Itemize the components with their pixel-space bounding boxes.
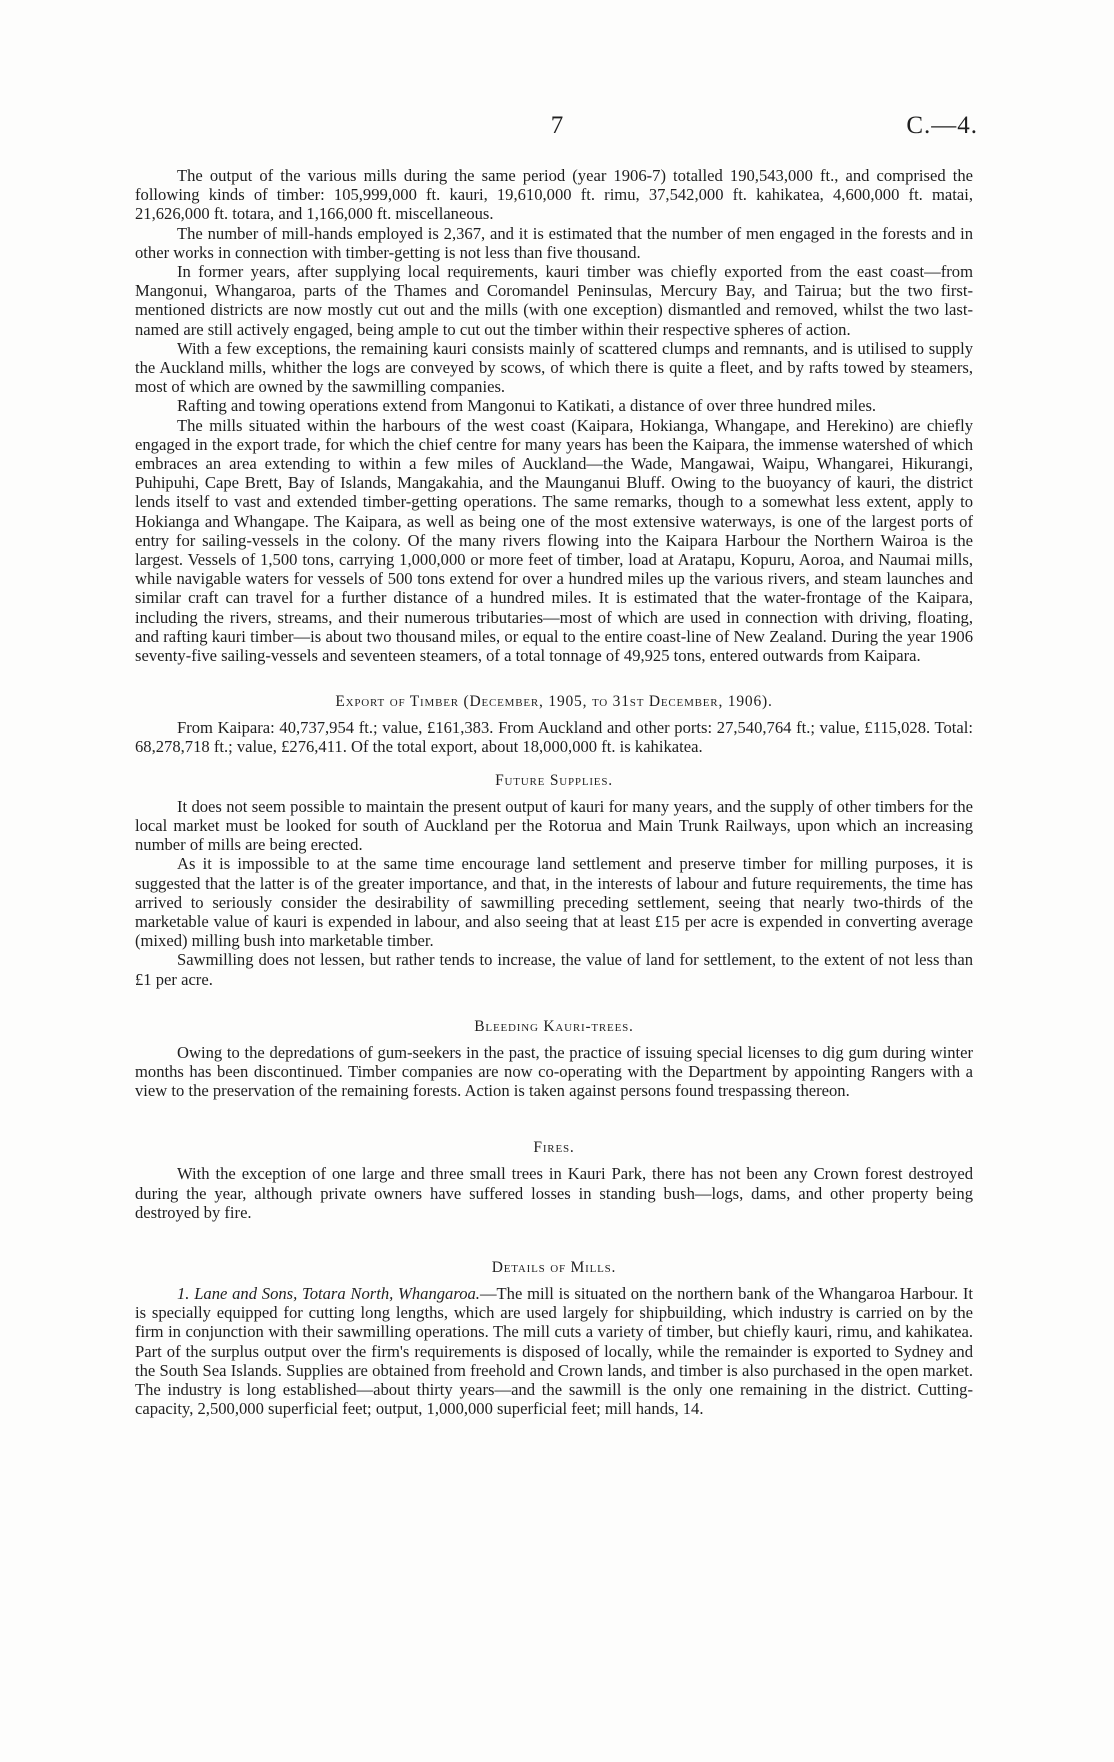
heading-export-of-timber: Export of Timber (December, 1905, to 31st December, 1906). — [335, 693, 773, 711]
paragraph-rafting: Rafting and towing operations extend from Mangonui to Katikati, a distance of over three hundred miles. — [177, 396, 877, 416]
paragraph-remaining-kauri: With a few exceptions, the remaining kauri consists mainly of scattered clumps and remnants, and is utilised to supply the Auckland mills, whither the logs are conveyed by scows, of which there is quite a fleet, and by rafts towed by steamers, most of which are owned by the sawmilling companies. — [135, 338, 973, 397]
heading-details-of-mills: Details of Mills. — [491, 1258, 617, 1276]
paragraph-mill-detail-1 — [135, 1284, 973, 1418]
paragraph-export-figures: From Kaipara: 40,737,954 ft.; value, £161,383. From Auckland and other ports: 27,540,764 ft.; value, £115,028. Total: 68,278,718 ft.; value, £276,411. Of the total export, about 18,000,000 ft. is kahikatea. — [135, 718, 973, 757]
paragraph-west-coast: The mills situated within the harbours of the west coast (Kaipara, Hokianga, Whangape, and Herekino) are chiefly engaged in the export trade, for which the chief centre for many years has been the Kaipara, the immense watershed of which embraces an area extending to within a few miles of Auckland—the Wade, Mangawai, Waipu, Whangarei, Hikurangi, Puhipuhi, Cape Brett, Bay of Islands, Mangakahia, and the Maunganui Bluff. Owing to the buoyancy of kauri, the district lends itself to vast and extended timber-getting operations. The same remarks, though to a somewhat less extent, apply to Hokianga and Whangape. The Kaipara, as well as being one of the most extensive waterways, is one of the largest ports of entry for sailing-vessels in the colony. Of the many rivers flowing into the Kaipara Harbour the Northern Wairoa is the largest. Vessels of 1,500 tons, carrying 1,000,000 or more feet of timber, load at Aratapu, Kopuru, Aoroa, and Naumai mills, while navigable waters for vessels of 500 tons extend for over a hundred miles up the various rivers, and steam launches and similar craft can travel for a further distance of a hundred miles. It is estimated that the water-frontage of the Kaipara, including the rivers, streams, and their numerous tributaries—most of which are used in connection with driving, floating, and rafting kauri timber—is about two thousand miles, or equal to the entire coast-line of New Zealand. During the year 1906 seventy-five sailing-vessels and seventeen steamers, of a total tonnage of 49,925 tons, entered outwards from Kaipara. — [135, 415, 973, 666]
paragraph-future-3: Sawmilling does not lessen, but rather tends to increase, the value of land for settlement, to the extent of not less than £1 per acre. — [135, 950, 973, 989]
document-body — [135, 166, 973, 1418]
paragraph-future-1: It does not seem possible to maintain the present output of kauri for many years, and the supply of other timbers for the local market must be looked for south of Auckland per the Rotorua and Main Trunk Railways, upon which an increasing number of mills are being erected. — [135, 796, 973, 855]
page-header — [0, 112, 1114, 146]
paragraph-future-2: As it is impossible to at the same time encourage land settlement and preserve timber for milling purposes, it is suggested that the latter is of the greater importance, and that, in the interests of labour and future requirements, the time has arrived to seriously consider the desirability of sawmilling preceding settlement, seeing that nearly two-thirds of the marketable value of kauri is expended in labour, and also seeing that at least £15 per acre is expended in converting average (mixed) milling bush into marketable timber. — [135, 854, 973, 951]
paragraph-fires: With the exception of one large and three small trees in Kauri Park, there has not been any Crown forest destroyed during the year, although private owners have suffered losses in standing bush—logs, dams, and other property being destroyed by fire. — [135, 1164, 973, 1222]
mill-1-text: —The mill is situated on the northern bank of the Whangaroa Harbour. It is specially equipped for cutting long lengths, which are used largely for shipbuilding, which industry is carried on by the firm in conjunction with their sawmilling operations. The mill cuts a variety of timber, but chiefly kauri, rimu, and kahikatea. Part of the surplus output over the firm's requirements is disposed of locally, while the remainder is exported to Sydney and the South Sea Islands. Supplies are obtained from freehold and Crown lands, and timber is also purchased in the open market. The industry is long established—about thirty years—and the sawmill is the only one remaining in the district. Cutting-capacity, 2,500,000 superficial feet; output, 1,000,000 superficial feet; mill hands, 14. — [135, 1283, 974, 1419]
heading-future-supplies: Future Supplies. — [495, 771, 613, 789]
document-reference: C.—4. — [906, 112, 978, 139]
heading-fires: Fires. — [533, 1139, 575, 1157]
heading-bleeding-kauri-trees: Bleeding Kauri-trees. — [474, 1017, 634, 1035]
paragraph-mill-output: The output of the various mills during the same period (year 1906-7) totalled 190,543,000 ft., and comprised the following kinds of timber: 105,999,000 ft. kauri, 19,610,000 ft. rimu, 37,542,000 ft. kahikatea, 4,600,000 ft. matai, 21,626,000 ft. totara, and 1,166,000 ft. miscellaneous. — [135, 166, 973, 224]
page-number: 7 — [550, 112, 564, 139]
paragraph-east-coast: In former years, after supplying local requirements, kauri timber was chiefly exported from the east coast—from Mangonui, Whangaroa, parts of the Thames and Coromandel Peninsulas, Mercury Bay, and Tairua; but the two first-mentioned districts are now mostly cut out and the mills (with one exception) dismantled and removed, whilst the two last-named are still actively engaged, being ample to cut out the timber within their respective spheres of action. — [135, 262, 973, 339]
paragraph-bleeding: Owing to the depredations of gum-seekers in the past, the practice of issuing special licenses to dig gum during winter months has been discontinued. Timber companies are now co-operating with the Department by appointing Rangers with a view to the preservation of the remaining forests. Action is taken against persons found trespassing thereon. — [135, 1042, 973, 1101]
mill-1-title: 1. Lane and Sons, Totara North, Whangaroa. — [177, 1283, 480, 1303]
paragraph-mill-hands: The number of mill-hands employed is 2,367, and it is estimated that the number of men engaged in the forests and in other works in connection with timber-getting is not less than five thousand. — [135, 223, 973, 262]
